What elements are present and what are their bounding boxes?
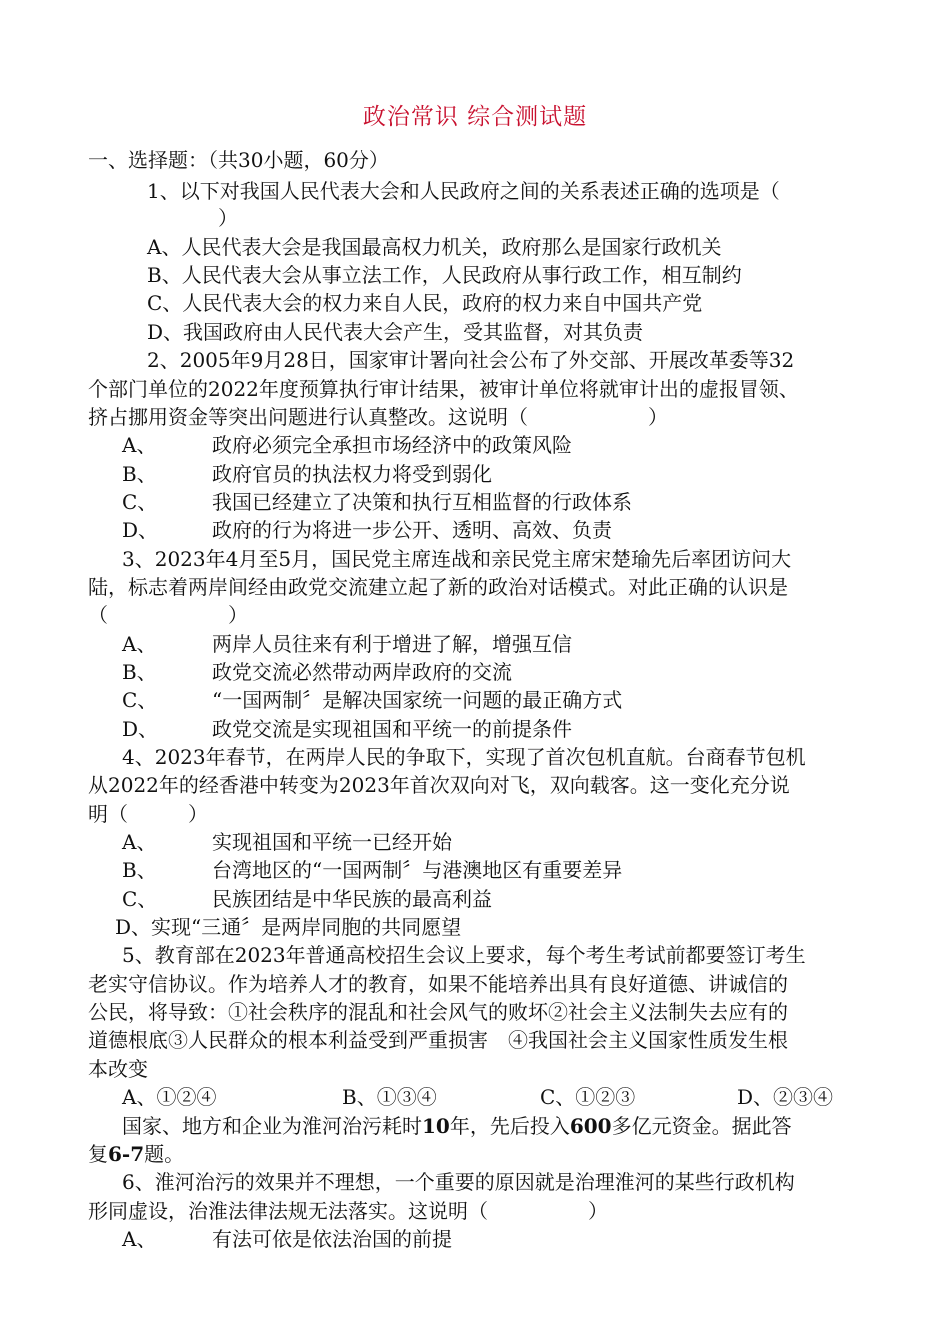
- q1-stem-line2: ）: [218, 206, 238, 230]
- q1-option-a: A、人民代表大会是我国最高权力机关，政府那么是国家行政机关: [147, 235, 722, 259]
- material-text: 国家、地方和企业为淮河治污耗时: [122, 1114, 422, 1138]
- material-text: 多亿元资金。据此答: [611, 1114, 792, 1138]
- q3-option-a: [122, 630, 572, 658]
- q2-option-c: [122, 488, 632, 516]
- q3-option-c: [122, 686, 622, 714]
- q1-stem-line1: 1、以下对我国人民代表大会和人民政府之间的关系表述正确的选项是（: [147, 179, 780, 203]
- q4-option-b: [122, 856, 622, 884]
- q2-stem-line3: 挤占挪用资金等突出问题进行认真整改。这说明（ ）: [88, 405, 668, 429]
- option-label: C、: [122, 887, 158, 911]
- option-label: A、: [122, 433, 157, 457]
- page-title: 政治常识 综合测试题: [362, 104, 588, 130]
- option-label: C、: [122, 490, 158, 514]
- q3-option-b: [122, 658, 512, 686]
- q3-stem-line1: 3、2023年4月至5月，国民党主席连战和亲民党主席宋楚瑜先后率团访问大: [122, 547, 792, 571]
- q4-option-a: [122, 828, 452, 856]
- option-text: 台湾地区的“一国两制〞与港澳地区有重要差异: [212, 858, 623, 882]
- q2-option-b: [122, 460, 492, 488]
- q5-option-a: A、①②④: [122, 1085, 217, 1109]
- q5-stem-line4: 道德根底③人民群众的根本利益受到严重损害 ④我国社会主义国家性质发生根: [88, 1028, 788, 1052]
- q5-option-d: D、②③④: [737, 1085, 834, 1109]
- option-text: 政府的行为将进一步公开、透明、高效、负责: [212, 518, 612, 542]
- option-label: B、: [122, 858, 157, 882]
- option-text: 政党交流是实现祖国和平统一的前提条件: [212, 717, 572, 741]
- q5-stem-line3: 公民，将导致：①社会秩序的混乱和社会风气的败坏②社会主义法制失去应有的: [88, 1000, 788, 1024]
- option-label: A、: [122, 632, 157, 656]
- q6-option-a: [122, 1225, 452, 1253]
- q3-option-d: [122, 715, 572, 743]
- option-text: 民族团结是中华民族的最高利益: [212, 887, 492, 911]
- q4-stem-line3: 明（ ）: [88, 802, 208, 826]
- option-label: C、: [122, 688, 158, 712]
- option-label: D、: [122, 518, 159, 542]
- option-text: 政府必须完全承担市场经济中的政策风险: [212, 433, 572, 457]
- material-number: 10: [422, 1114, 450, 1138]
- option-text: 两岸人员往来有利于增进了解，增强互信: [212, 632, 572, 656]
- q2-stem-line1: 2、2005年9月28日，国家审计署向社会公布了外交部、开展改革委等32: [147, 348, 795, 372]
- q5-stem-line2: 老实守信协议。作为培养人才的教育，如果不能培养出具有良好道德、讲诚信的: [88, 972, 788, 996]
- option-text: 实现祖国和平统一已经开始: [212, 830, 452, 854]
- option-text: 政党交流必然带动两岸政府的交流: [212, 660, 512, 684]
- material-line2: [88, 1140, 184, 1168]
- option-label: D、: [122, 717, 159, 741]
- q1-option-b: B、人民代表大会从事立法工作，人民政府从事行政工作，相互制约: [147, 263, 742, 287]
- option-text: 政府官员的执法权力将受到弱化: [212, 462, 492, 486]
- material-line1: [122, 1112, 792, 1140]
- section-heading: 一、选择题：（共30小题，60分）: [88, 148, 389, 172]
- q3-stem-line2: 陆，标志着两岸间经由政党交流建立起了新的政治对话模式。对此正确的认识是: [88, 575, 788, 599]
- option-label: A、: [122, 1227, 157, 1251]
- q5-option-c: C、①②③: [540, 1085, 636, 1109]
- q6-stem-line1: 6、淮河治污的效果并不理想，一个重要的原因就是治理淮河的某些行政机构: [122, 1170, 795, 1194]
- q1-option-d: D、我国政府由人民代表大会产生，受其监督，对其负责: [147, 320, 644, 344]
- q5-options-row: [0, 1083, 950, 1111]
- q5-stem-line5: 本改变: [88, 1057, 148, 1081]
- option-text: “一国两制〞是解决国家统一问题的最正确方式: [212, 688, 623, 712]
- q4-option-c: [122, 885, 492, 913]
- q5-stem-line1: 5、教育部在2023年普通高校招生会议上要求，每个考生考试前都要签订考生: [122, 943, 806, 967]
- material-text: 复: [88, 1142, 108, 1166]
- q4-stem-line2: 从2022年的经香港中转变为2023年首次双向对飞，双向载客。这一变化充分说: [88, 773, 790, 797]
- material-number: 6-7: [108, 1142, 145, 1166]
- q1-option-c: C、人民代表大会的权力来自人民，政府的权力来自中国共产党: [147, 291, 703, 315]
- option-label: A、: [122, 830, 157, 854]
- option-text: 有法可依是依法治国的前提: [212, 1227, 452, 1251]
- q6-stem-line2: 形同虚设，治淮法律法规无法落实。这说明（ ）: [88, 1199, 608, 1223]
- option-label: B、: [122, 462, 157, 486]
- option-label: B、: [122, 660, 157, 684]
- material-number: 600: [569, 1114, 612, 1138]
- material-text: 题。: [144, 1142, 185, 1166]
- q4-stem-line1: 4、2023年春节，在两岸人民的争取下，实现了首次包机直航。台商春节包机: [122, 745, 806, 769]
- q2-option-a: [122, 431, 572, 459]
- q2-option-d: [122, 516, 612, 544]
- option-text: 我国已经建立了决策和执行互相监督的行政体系: [212, 490, 632, 514]
- q2-stem-line2: 个部门单位的2022年度预算执行审计结果，被审计单位将就审计出的虚报冒领、: [88, 377, 799, 401]
- q3-stem-line3: （ ）: [88, 603, 248, 627]
- q5-option-b: B、①③④: [342, 1085, 437, 1109]
- material-text: 年，先后投入: [449, 1114, 570, 1138]
- q4-option-d: D、实现“三通〞是两岸同胞的共同愿望: [115, 915, 462, 939]
